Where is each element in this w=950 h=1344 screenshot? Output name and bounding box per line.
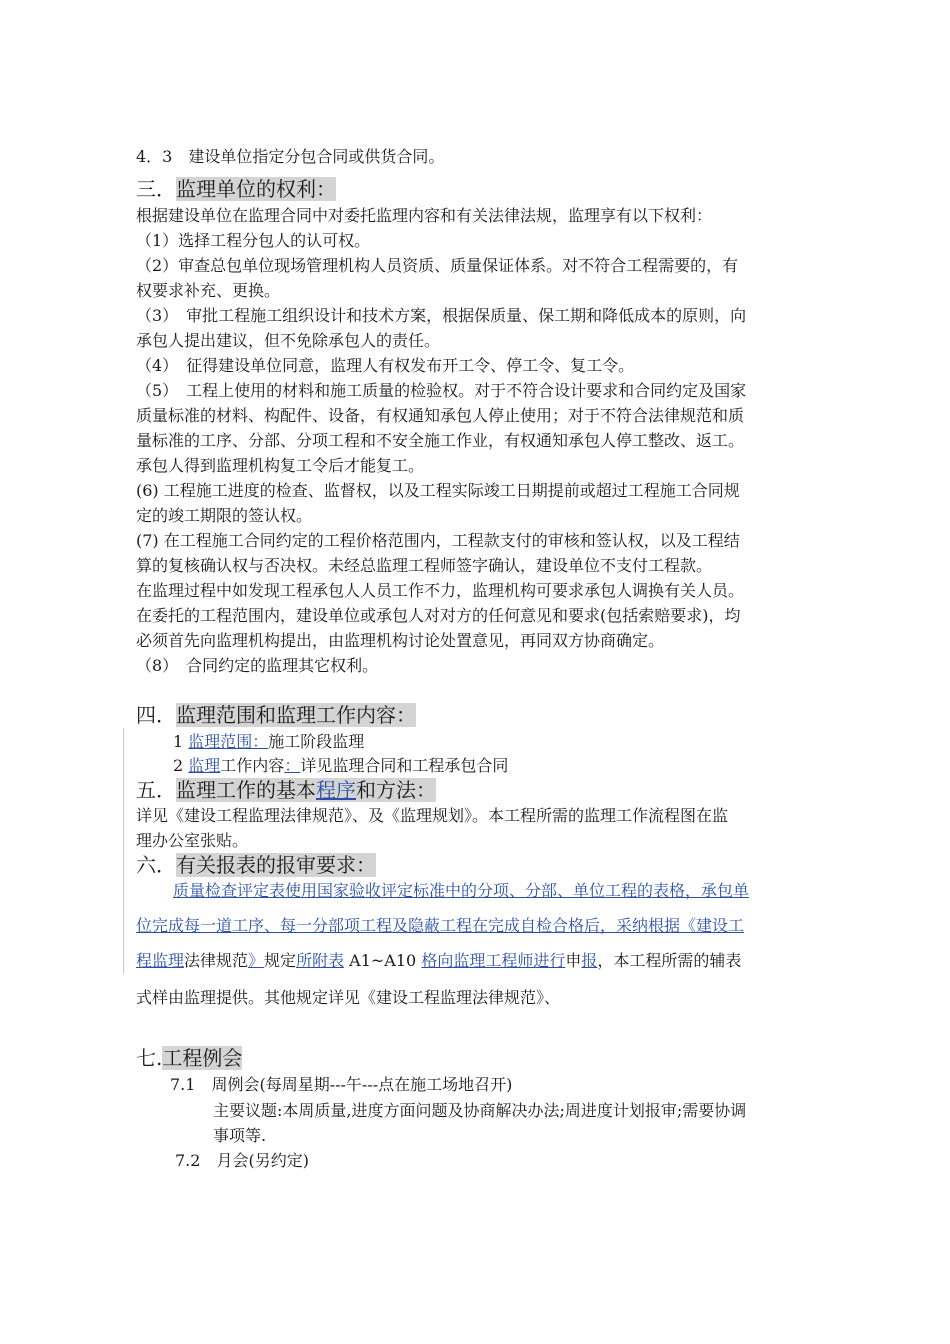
report-req-line1[interactable]: 质量检查评定表使用国家验收评定标准中的分项、分部、单位工程的表格，承包单: [173, 881, 750, 900]
right-item-3-line1: （3） 审批工程施工组织设计和技术方案，根据保质量、保工期和降低成本的原则，向: [136, 306, 747, 325]
section-3-heading: [136, 176, 336, 202]
section-6-number: 六．: [136, 853, 176, 877]
monthly-meeting: 7.2 月会(另约定): [175, 1151, 309, 1170]
report-link-report[interactable]: 报: [581, 951, 598, 970]
scope-link[interactable]: 监理范围：: [188, 732, 269, 751]
report-text-apply: 申: [565, 951, 582, 970]
weekly-meeting-topics-line1: 主要议题:本周质量,进度方面问题及协商解决办法;周进度计划报审;需要协调: [213, 1101, 747, 1120]
work-content-line: [173, 754, 508, 778]
section-3-title: 监理单位的权利：: [176, 177, 336, 201]
report-link-to-engineer[interactable]: 格向监理工程师进行: [421, 951, 566, 970]
section-7-number: 七.: [136, 1046, 163, 1070]
right-item-4: （4） 征得建设单位同意，监理人有权发布开工令、停工令、复工令。: [136, 356, 635, 375]
report-req-line4: 式样由监理提供。其他规定详见《建设工程监理法律规范》、: [136, 988, 561, 1007]
report-req-line3: [136, 949, 741, 973]
revision-change-bar: [123, 728, 124, 974]
work-content-label: 工作内容: [220, 756, 285, 775]
work-content-colon-link[interactable]: ：: [284, 756, 301, 775]
report-link-bracket[interactable]: 》: [248, 951, 265, 970]
clause-4-3: 4．3 建设单位指定分包合同或供货合同。: [136, 147, 445, 166]
weekly-meeting: 7.1 周例会(每周星期---午---点在施工场地召开): [170, 1075, 513, 1094]
paragraph-staff-replacement: 在监理过程中如发现工程承包人人员工作不力，监理机构可要求承包人调换有关人员。: [136, 581, 745, 600]
right-item-3-line2: 承包人提出建议，但不免除承包人的责任。: [136, 331, 441, 350]
right-item-8: （8） 合同约定的监理其它权利。: [136, 656, 379, 675]
section-5-number: 五．: [136, 778, 176, 802]
right-item-5-line2: 质量标准的材料、构配件、设备，有权通知承包人停止使用；对于不符合法律规范和质: [136, 406, 745, 425]
right-item-7-line2: 算的复核确认权与否决权。未经总监理工程师签字确认，建设单位不支付工程款。: [136, 556, 713, 575]
work-content-value: 详见监理合同和工程承包合同: [300, 756, 509, 775]
right-item-2-line2: 权要求补充、更换。: [136, 281, 281, 300]
scope-value: 施工阶段监理: [268, 732, 365, 751]
right-item-7-line1: (7) 在工程施工合同约定的工程价格范围内，工程款支付的审核和签认权，以及工程结: [136, 531, 740, 550]
section-4-title: 监理范围和监理工作内容：: [176, 703, 416, 727]
report-link-attached-forms[interactable]: 所附表: [296, 951, 345, 970]
section-3-intro: 根据建设单位在监理合同中对委托监理内容和有关法律法规，监理享有以下权利：: [136, 206, 713, 225]
report-text-tail: ，本工程所需的辅表: [597, 951, 742, 970]
section-6-heading: [136, 852, 376, 878]
section-4-heading: [136, 702, 416, 728]
section-6-title: 有关报表的报审要求：: [176, 853, 376, 877]
weekly-meeting-topics-line2: 事项等.: [213, 1126, 267, 1145]
work-content-number: 2: [173, 756, 184, 775]
right-item-5-line4: 承包人得到监理机构复工令后才能复工。: [136, 456, 425, 475]
procedure-link[interactable]: 程序: [316, 778, 356, 802]
report-link-project-supervision[interactable]: 程监理: [136, 951, 185, 970]
right-item-2-line1: （2）审查总包单位现场管理机构人员资质、质量保证体系。对不符合工程需要的，有: [136, 256, 739, 275]
scope-number: 1: [173, 732, 184, 751]
paragraph-claims-line2: 必须首先向监理机构提出，由监理机构讨论处置意见，再同双方协商确定。: [136, 631, 665, 650]
section-5-title-a: 监理工作的基本: [176, 778, 316, 802]
report-text-form-range: A1~A10: [344, 951, 422, 970]
scope-line: [173, 730, 364, 754]
report-text-law: 法律规范: [184, 951, 249, 970]
section-4-number: 四．: [136, 703, 176, 727]
section-5-body-line1: 详见《建设工程监理法律规范》、及《监理规划》。本工程所需的监理工作流程图在监: [136, 806, 729, 825]
work-content-link[interactable]: 监理: [188, 756, 221, 775]
section-5-title-b: 和方法：: [356, 778, 436, 802]
paragraph-claims-line1: 在委托的工程范围内，建设单位或承包人对对方的任何意见和要求(包括索赔要求)，均: [136, 606, 741, 625]
right-item-5-line1: （5） 工程上使用的材料和施工质量的检验权。对于不符合设计要求和合同约定及国家: [136, 381, 747, 400]
report-req-line2[interactable]: 位完成每一道工序、每一分部项工程及隐蔽工程在完成自检合格后，采纳根据《建设工: [136, 916, 745, 935]
section-3-number: 三．: [136, 177, 176, 201]
right-item-5-line3: 量标准的工序、分部、分项工程和不安全施工作业，有权通知承包人停工整改、返工。: [136, 431, 745, 450]
section-5-heading: [136, 777, 436, 803]
section-5-title: [176, 778, 436, 802]
report-text-stipulate: 规定: [264, 951, 297, 970]
section-5-body-line2: 理办公室张贴。: [136, 831, 249, 850]
section-7-heading: [136, 1045, 242, 1071]
section-7-title: 工程例会: [162, 1046, 243, 1070]
right-item-1: （1）选择工程分包人的认可权。: [136, 231, 371, 250]
right-item-6-line1: (6) 工程施工进度的检查、监督权，以及工程实际竣工日期提前或超过工程施工合同规: [136, 481, 740, 500]
right-item-6-line2: 定的竣工期限的签认权。: [136, 506, 313, 525]
